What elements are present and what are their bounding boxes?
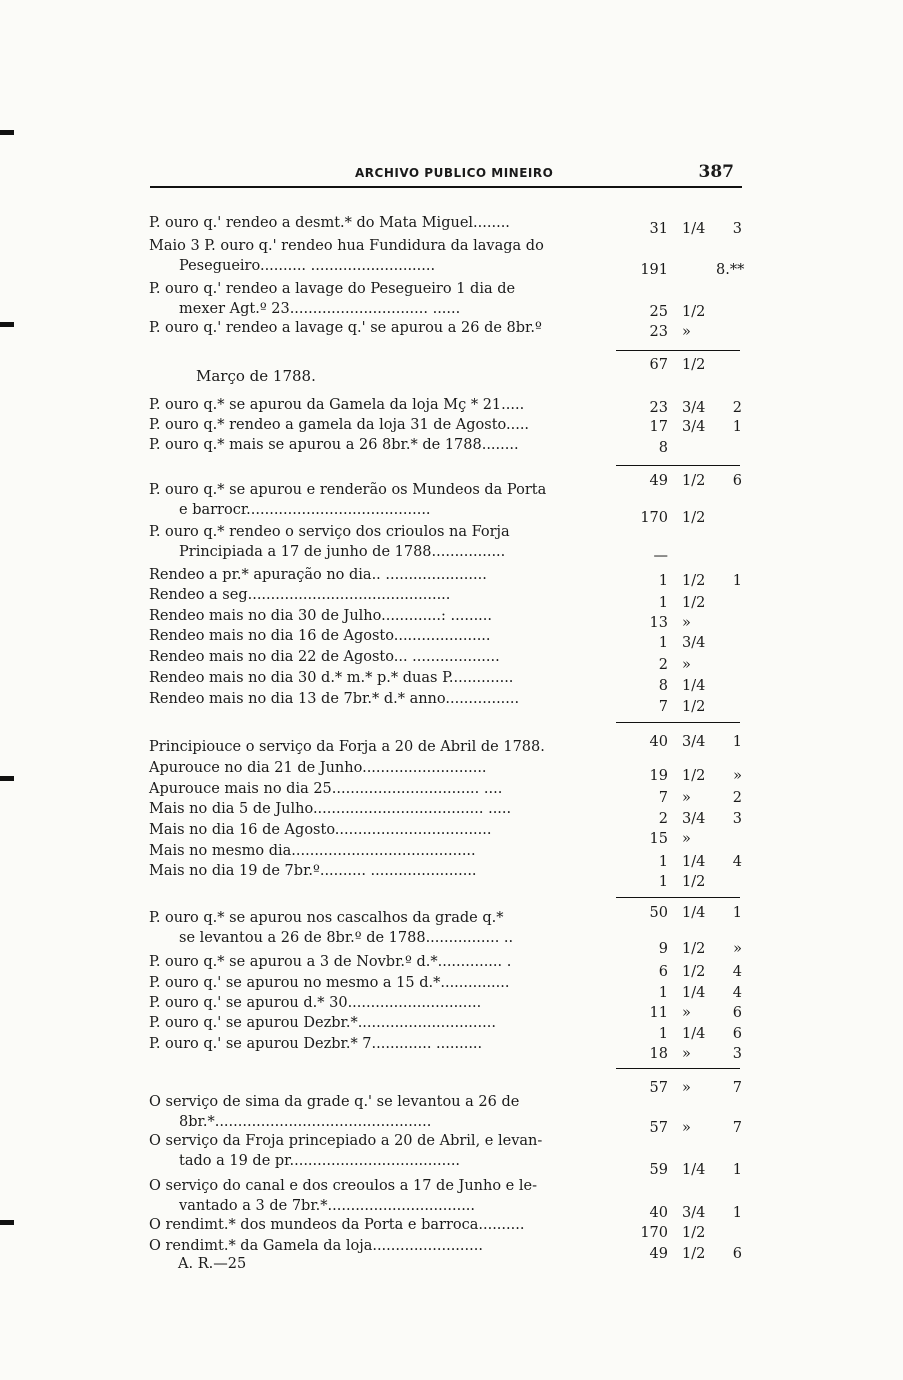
amount-fraction: » bbox=[682, 831, 691, 847]
amount-vintens: 6 bbox=[732, 1026, 742, 1042]
amount-oitavas: 1 bbox=[658, 874, 668, 890]
amount-oitavas: 2 bbox=[658, 811, 668, 827]
amount-oitavas: 1 bbox=[658, 595, 668, 611]
amount-vintens: 1 bbox=[732, 905, 742, 921]
amount-oitavas: 191 bbox=[640, 262, 668, 278]
entry-text: O rendimt.* dos mundeos da Porta e barroca.......... bbox=[149, 1217, 525, 1233]
amount-oitavas: 170 bbox=[640, 1225, 668, 1241]
entry-text: Rendeo mais no dia 30 d.* m.* p.* duas P.............. bbox=[149, 670, 514, 686]
amount-fraction: 3/4 bbox=[682, 734, 706, 750]
entry-text: Rendeo mais no dia 22 de Agosto... ................... bbox=[149, 649, 500, 665]
ledger-entry bbox=[149, 565, 579, 585]
entry-text: Principiouce o serviço da Forja a 20 de Abril de 1788. bbox=[149, 739, 545, 755]
amount-oitavas: 6 bbox=[658, 964, 668, 980]
ledger-entry bbox=[149, 585, 579, 605]
ledger-entry bbox=[149, 952, 579, 972]
entry-text: O serviço da Froja princepiado a 20 de Abril, e levan- bbox=[149, 1133, 543, 1149]
amount-fraction: 1/2 bbox=[682, 1225, 706, 1241]
amount-vintens: 4 bbox=[732, 964, 742, 980]
ledger-entry bbox=[149, 1034, 579, 1054]
amount-oitavas: 67 bbox=[649, 357, 668, 373]
amount-oitavas: 57 bbox=[649, 1120, 668, 1136]
amount-vintens: 1 bbox=[732, 734, 742, 750]
ledger-entry bbox=[149, 606, 579, 626]
ledger-entry bbox=[149, 1215, 579, 1235]
entry-text: P. ouro q.* se apurou a 3 de Novbr.º d.*.............. . bbox=[149, 954, 512, 970]
entry-text: P. ouro q.* rendeo a gamela da loja 31 de Agosto..... bbox=[149, 417, 530, 433]
amount-vintens: 6 bbox=[732, 473, 742, 489]
amount-fraction: 1/2 bbox=[682, 1246, 706, 1262]
amount-vintens: 7 bbox=[732, 1080, 742, 1096]
entry-text: P. ouro q.* se apurou e renderão os Mundeos da Porta bbox=[149, 482, 547, 498]
amount-fraction: » bbox=[682, 1080, 691, 1096]
amount-vintens: 4 bbox=[732, 985, 742, 1001]
amount-oitavas: 40 bbox=[649, 734, 668, 750]
amount-vintens: 7 bbox=[732, 1120, 742, 1136]
scan-mark bbox=[0, 322, 14, 327]
amount-vintens: 6 bbox=[732, 1246, 742, 1262]
entry-text: Rendeo mais no dia 13 de 7br.* d.* anno................ bbox=[149, 691, 520, 707]
entry-text: Rendeo a pr.* apuração no dia.. ...................... bbox=[149, 567, 487, 583]
entry-text: P. ouro q.' rendeo a desmt.* do Mata Miguel........ bbox=[149, 215, 510, 231]
amount-fraction: 1/2 bbox=[682, 573, 706, 589]
entry-text: Rendeo mais no dia 30 de Julho.............: ......... bbox=[149, 608, 493, 624]
entry-text: P. ouro q.* se apurou da Gamela da loja Mç * 21..... bbox=[149, 397, 525, 413]
signature-mark: A. R.—25 bbox=[178, 1256, 247, 1272]
amount-fraction: 1/2 bbox=[682, 768, 706, 784]
amount-oitavas: 40 bbox=[649, 1205, 668, 1221]
amount-oitavas: 9 bbox=[658, 941, 668, 957]
amount-fraction: » bbox=[682, 324, 691, 340]
ledger-entry bbox=[149, 668, 579, 688]
amount-fraction: 1/4 bbox=[682, 854, 706, 870]
entry-text: P. ouro q.* mais se apurou a 26 8br.* de 1788........ bbox=[149, 437, 519, 453]
amount-fraction: 1/2 bbox=[682, 473, 706, 489]
amount-vintens: 3 bbox=[732, 811, 742, 827]
amount-oitavas: 1 bbox=[658, 985, 668, 1001]
amount-fraction: 1/2 bbox=[682, 964, 706, 980]
entry-text: Março de 1788. bbox=[196, 367, 316, 385]
running-header bbox=[150, 162, 740, 188]
amount-oitavas: 49 bbox=[649, 473, 668, 489]
section-heading bbox=[196, 366, 316, 386]
sum-rule bbox=[616, 465, 740, 466]
ledger-entry bbox=[149, 758, 579, 778]
entry-text: O serviço de sima da grade q.' se levantou a 26 de bbox=[149, 1094, 520, 1110]
ledger-entry bbox=[149, 522, 579, 562]
entry-continuation: vantado a 3 de 7br.*................................ bbox=[179, 1198, 476, 1214]
amount-fraction: » bbox=[682, 657, 691, 673]
amount-oitavas: 50 bbox=[649, 905, 668, 921]
amount-vintens: 1 bbox=[732, 419, 742, 435]
entry-continuation: tado a 19 de pr..................................... bbox=[179, 1153, 461, 1169]
ledger-entry bbox=[149, 820, 579, 840]
amount-vintens: 2 bbox=[732, 400, 742, 416]
amount-vintens: 1 bbox=[732, 1162, 742, 1178]
amount-oitavas: 59 bbox=[649, 1162, 668, 1178]
amount-fraction: » bbox=[682, 790, 691, 806]
ledger-entry bbox=[149, 236, 579, 276]
amount-fraction: 1/4 bbox=[682, 1026, 706, 1042]
amount-oitavas: 1 bbox=[658, 854, 668, 870]
entry-text: Apurouce mais no dia 25................................ .... bbox=[149, 781, 503, 797]
entry-text: P. ouro q.* rendeo o serviço dos crioulos na Forja bbox=[149, 524, 510, 540]
ledger-entry bbox=[149, 318, 579, 338]
amount-vintens: 3 bbox=[732, 1046, 742, 1062]
ledger-entry bbox=[149, 689, 579, 709]
amount-oitavas: 23 bbox=[649, 324, 668, 340]
amount-fraction: » bbox=[682, 1005, 691, 1021]
amount-oitavas: 17 bbox=[649, 419, 668, 435]
amount-fraction: 3/4 bbox=[682, 419, 706, 435]
amount-fraction: 1/4 bbox=[682, 905, 706, 921]
amount-fraction: 3/4 bbox=[682, 811, 706, 827]
entry-text: Mais no dia 16 de Agosto.................................. bbox=[149, 822, 492, 838]
amount-vintens: 1 bbox=[732, 573, 742, 589]
amount-oitavas: 19 bbox=[649, 768, 668, 784]
ledger-entry bbox=[149, 973, 579, 993]
amount-oitavas: 1 bbox=[658, 1026, 668, 1042]
amount-fraction: » bbox=[682, 615, 691, 631]
ledger-entry bbox=[149, 841, 579, 861]
amount-oitavas: 1 bbox=[658, 635, 668, 651]
amount-fraction: 3/4 bbox=[682, 400, 706, 416]
entry-text: P. ouro q.' se apurou d.* 30............................. bbox=[149, 995, 482, 1011]
amount-fraction: 1/2 bbox=[682, 874, 706, 890]
ledger-entry bbox=[149, 1176, 579, 1216]
amount-fraction: 1/4 bbox=[682, 985, 706, 1001]
ledger-entry bbox=[149, 415, 579, 435]
entry-continuation: se levantou a 26 de 8br.º de 1788................ .. bbox=[179, 930, 514, 946]
entry-text: Maio 3 P. ouro q.' rendeo hua Fundidura da lavaga do bbox=[149, 238, 544, 254]
amount-oitavas: 18 bbox=[649, 1046, 668, 1062]
entry-text: P. ouro q.' se apurou Dezbr.* 7............. .......... bbox=[149, 1036, 483, 1052]
amount-oitavas: 8 bbox=[658, 678, 668, 694]
amount-oitavas: 7 bbox=[658, 699, 668, 715]
amount-fraction: 1/2 bbox=[682, 595, 706, 611]
amount-fraction: 3/4 bbox=[682, 635, 706, 651]
amount-fraction: » bbox=[682, 1046, 691, 1062]
amount-oitavas: 15 bbox=[649, 831, 668, 847]
ledger-entry bbox=[149, 435, 579, 455]
ledger-entry bbox=[149, 737, 579, 757]
entry-continuation: Principiada a 17 de junho de 1788................ bbox=[179, 544, 506, 560]
sum-rule bbox=[616, 897, 740, 898]
entry-text: Apurouce no dia 21 de Junho........................... bbox=[149, 760, 487, 776]
amount-vintens: » bbox=[733, 768, 742, 784]
journal-title: ARCHIVO PUBLICO MINEIRO bbox=[355, 166, 554, 180]
ledger-entry bbox=[149, 799, 579, 819]
amount-vintens: 3 bbox=[732, 221, 742, 237]
header-rule bbox=[150, 186, 742, 188]
ledger-entry bbox=[149, 1131, 579, 1171]
amount-fraction: 1/2 bbox=[682, 941, 706, 957]
ledger-entry bbox=[149, 647, 579, 667]
amount-fraction: 1/4 bbox=[682, 678, 706, 694]
amount-fraction: 1/4 bbox=[682, 221, 706, 237]
ledger-entry bbox=[149, 861, 579, 881]
entry-continuation: Pesegueiro.......... ........................... bbox=[179, 258, 436, 274]
entry-continuation: mexer Agt.º 23.............................. ...... bbox=[179, 301, 461, 317]
page-number: 387 bbox=[698, 162, 734, 182]
ledger-entry bbox=[149, 213, 579, 233]
ledger-entry bbox=[149, 1236, 579, 1256]
amount-oitavas: 23 bbox=[649, 400, 668, 416]
amount-oitavas: 1 bbox=[658, 573, 668, 589]
ledger-entry bbox=[149, 279, 579, 319]
entry-text: P. ouro q.* se apurou nos cascalhos da grade q.* bbox=[149, 910, 504, 926]
scan-mark bbox=[0, 1220, 14, 1225]
entry-text: Mais no dia 5 de Julho..................................... ..... bbox=[149, 801, 512, 817]
entry-text: P. ouro q.' rendeo a lavage q.' se apurou a 26 de 8br.º bbox=[149, 320, 542, 336]
entry-continuation: 8br.*............................................... bbox=[179, 1114, 432, 1130]
amount-oitavas: — bbox=[653, 548, 668, 564]
amount-vintens: 2 bbox=[732, 790, 742, 806]
amount-vintens: 4 bbox=[732, 854, 742, 870]
amount-fraction: 1/2 bbox=[682, 357, 706, 373]
amount-oitavas: 2 bbox=[658, 657, 668, 673]
ledger-entry bbox=[149, 1092, 579, 1132]
ledger-entry bbox=[149, 908, 579, 948]
sum-rule bbox=[616, 722, 740, 723]
ledger-entry bbox=[149, 626, 579, 646]
entry-text: Mais no mesmo dia........................................ bbox=[149, 843, 476, 859]
entry-continuation: e barrocr........................................ bbox=[179, 502, 431, 518]
sum-rule bbox=[616, 350, 740, 351]
ledger-entry bbox=[149, 779, 579, 799]
scan-mark bbox=[0, 130, 14, 135]
entry-text: P. ouro q.' se apurou no mesmo a 15 d.*............... bbox=[149, 975, 510, 991]
entry-text: O rendimt.* da Gamela da loja........................ bbox=[149, 1238, 483, 1254]
amount-fraction: 3/4 bbox=[682, 1205, 706, 1221]
amount-vintens: 1 bbox=[732, 1205, 742, 1221]
entry-text: O serviço do canal e dos creoulos a 17 de Junho e le- bbox=[149, 1178, 537, 1194]
amount-oitavas: 57 bbox=[649, 1080, 668, 1096]
amount-oitavas: 13 bbox=[649, 615, 668, 631]
ledger-entry bbox=[149, 1013, 579, 1033]
entry-text: Mais no dia 19 de 7br.º.......... ....................... bbox=[149, 863, 477, 879]
amount-oitavas: 31 bbox=[649, 221, 668, 237]
ledger-entry bbox=[149, 395, 579, 415]
amount-oitavas: 25 bbox=[649, 304, 668, 320]
amount-fraction: 1/2 bbox=[682, 510, 706, 526]
entry-text: P. ouro q.' se apurou Dezbr.*.............................. bbox=[149, 1015, 496, 1031]
amount-oitavas: 11 bbox=[649, 1005, 668, 1021]
amount-fraction: 1/2 bbox=[682, 699, 706, 715]
amount-vintens: 6 bbox=[732, 1005, 742, 1021]
amount-fraction: 1/4 bbox=[682, 1162, 706, 1178]
amount-vintens: 8.** bbox=[716, 262, 745, 278]
amount-fraction: 1/2 bbox=[682, 304, 706, 320]
amount-oitavas: 170 bbox=[640, 510, 668, 526]
amount-vintens: » bbox=[733, 941, 742, 957]
scan-mark bbox=[0, 776, 14, 781]
amount-fraction: » bbox=[682, 1120, 691, 1136]
entry-text: Rendeo a seg............................................ bbox=[149, 587, 451, 603]
sum-rule bbox=[616, 1068, 740, 1069]
amount-oitavas: 49 bbox=[649, 1246, 668, 1262]
amount-oitavas: 8 bbox=[658, 440, 668, 456]
amount-oitavas: 7 bbox=[658, 790, 668, 806]
ledger-entry bbox=[149, 480, 579, 520]
entry-text: P. ouro q.' rendeo a lavage do Pesegueiro 1 dia de bbox=[149, 281, 516, 297]
ledger-entry bbox=[149, 993, 579, 1013]
entry-text: Rendeo mais no dia 16 de Agosto..................... bbox=[149, 628, 491, 644]
